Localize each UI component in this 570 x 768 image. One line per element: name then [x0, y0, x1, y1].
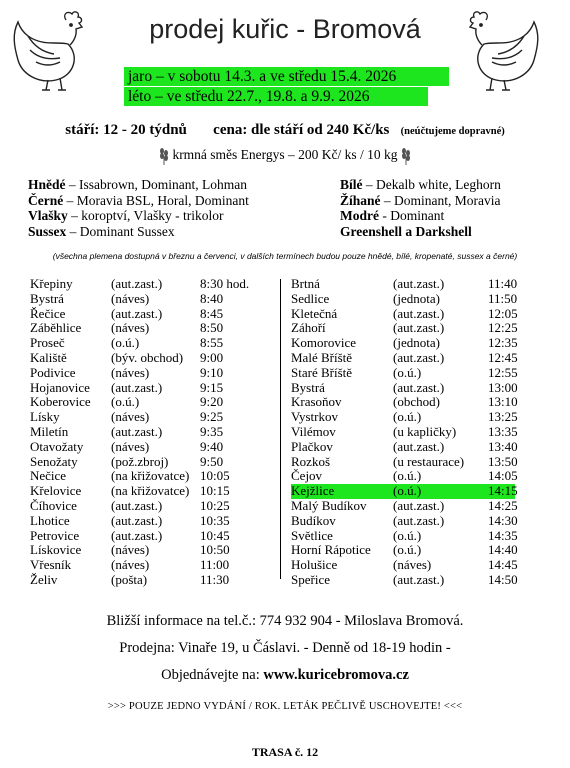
schedule-row	[30, 484, 275, 499]
stop-time: 12:25	[488, 320, 518, 336]
schedule-row	[30, 455, 275, 470]
schedule-row	[30, 336, 275, 351]
schedule-row	[30, 440, 275, 455]
schedule-row	[291, 277, 526, 292]
stop-location: (aut.zast.)	[393, 379, 445, 395]
stop-time: 9:15	[200, 379, 224, 395]
schedule-row	[291, 573, 526, 588]
breed-name: Bílé	[340, 177, 363, 192]
schedule-row	[30, 277, 275, 292]
stop-time: 9:20	[200, 394, 224, 410]
schedule-row	[30, 499, 275, 514]
stop-location: (aut.zast.)	[393, 320, 445, 336]
stop-place: Světlice	[291, 527, 333, 543]
order-info	[0, 667, 570, 684]
price-row	[0, 122, 570, 139]
schedule-row	[291, 455, 526, 470]
breed-list: – koroptví, Vlašky - trikolor	[67, 208, 224, 223]
breed-name: Modré	[340, 208, 379, 223]
schedule-row	[30, 558, 275, 573]
breed-name: Hnědé	[28, 177, 66, 192]
stop-place: Malé Bříště	[291, 349, 353, 365]
stop-location: (na křižovatce)	[111, 483, 190, 499]
schedule-row	[291, 558, 526, 573]
stop-place: Miletín	[30, 423, 69, 439]
breed-line	[340, 224, 501, 240]
wheat-icon	[401, 147, 411, 165]
stop-location: (aut.zast.)	[393, 276, 445, 291]
schedule-row	[30, 410, 275, 425]
breed-list: – Dekalb white, Leghorn	[362, 177, 501, 192]
stop-location: (u kapličky)	[393, 423, 457, 439]
breed-line	[340, 208, 501, 224]
schedule-row	[291, 410, 526, 425]
breed-line	[28, 224, 249, 240]
breed-name: Vlašky	[28, 208, 68, 223]
column-divider	[280, 279, 281, 579]
breed-line	[340, 177, 501, 193]
schedule-row	[291, 529, 526, 544]
stop-location: (aut.zast.)	[111, 423, 163, 439]
stop-location: (náves)	[111, 409, 150, 425]
schedule-row	[30, 381, 275, 396]
schedule-row	[291, 307, 526, 322]
stop-location: (býv. obchod)	[111, 349, 184, 365]
stop-place: Řečice	[30, 305, 66, 321]
stop-place: Čejov	[291, 468, 323, 484]
stop-location: (aut.zast.)	[111, 305, 163, 321]
stop-location: (u restaurace)	[393, 453, 465, 469]
stop-time: 13:00	[488, 379, 518, 395]
stop-location: (aut.zast.)	[111, 379, 163, 395]
stop-place: Vilémov	[291, 423, 336, 439]
stop-place: Plačkov	[291, 438, 333, 454]
stop-location: (o.ú.)	[393, 468, 422, 484]
stop-place: Senožaty	[30, 453, 78, 469]
schedule-row	[291, 351, 526, 366]
stop-place: Proseč	[30, 335, 65, 351]
stop-place: Hojanovice	[30, 379, 90, 395]
schedule-row	[291, 499, 526, 514]
stop-time: 14:05	[488, 468, 518, 484]
stop-place: Záhoří	[291, 320, 326, 336]
stop-place: Holušice	[291, 557, 338, 573]
stop-location: (na křižovatce)	[111, 468, 190, 484]
schedule-row	[30, 395, 275, 410]
stop-place: Krasoňov	[291, 394, 342, 410]
stop-time: 14:15	[488, 483, 518, 499]
stop-time: 12:35	[488, 335, 518, 351]
stop-location: (jednota)	[393, 290, 440, 306]
schedule-row	[291, 366, 526, 381]
stop-location: (o.ú.)	[393, 483, 422, 499]
stop-place: Vřesník	[30, 557, 72, 573]
stop-time: 8:30 hod.	[200, 276, 250, 291]
breed-line	[28, 177, 249, 193]
stop-location: (aut.zast.)	[393, 571, 445, 587]
stop-place: Záběhlice	[30, 320, 82, 336]
stop-time: 13:40	[488, 438, 518, 454]
stop-time: 10:45	[200, 527, 230, 543]
stop-place: Lískovice	[30, 542, 82, 558]
stop-place: Komorovice	[291, 335, 356, 351]
stop-location: (o.ú.)	[111, 335, 140, 351]
stop-place: Vystrkov	[291, 409, 338, 425]
schedule-row	[30, 529, 275, 544]
stop-time: 13:10	[488, 394, 518, 410]
stop-place: Podivice	[30, 364, 76, 380]
stop-location: (o.ú.)	[393, 542, 422, 558]
stop-place: Želiv	[30, 571, 58, 587]
route-number: TRASA č. 12	[251, 745, 319, 759]
breed-line	[28, 208, 249, 224]
schedule-row	[30, 514, 275, 529]
stop-place: Lhotice	[30, 512, 70, 528]
feed-text: krmná směs Energys – 200 Kč/ ks / 10 kg	[172, 147, 398, 163]
date-summer: léto – ve středu 22.7., 19.8. a 9.9. 2026	[124, 87, 428, 106]
feed-row	[0, 147, 570, 165]
stop-place: Staré Bříště	[291, 364, 353, 380]
stop-place: Křelovice	[30, 483, 82, 499]
stop-location: (aut.zast.)	[393, 512, 445, 528]
stop-place: Horní Rápotice	[291, 542, 371, 558]
stop-location: (aut.zast.)	[111, 497, 163, 513]
stop-time: 12:45	[488, 349, 518, 365]
schedule-row	[291, 514, 526, 529]
order-link[interactable]: www.kuricebromova.cz	[263, 667, 409, 683]
breeds-right	[340, 177, 501, 239]
stop-place: Otavožaty	[30, 438, 84, 454]
stop-place: Číhovice	[30, 497, 77, 513]
schedule-row	[291, 425, 526, 440]
stop-place: Rozkoš	[291, 453, 330, 469]
stop-location: (o.ú.)	[393, 527, 422, 543]
stop-time: 11:40	[488, 276, 518, 291]
schedule-row	[30, 543, 275, 558]
breed-list: – Moravia BSL, Horal, Dominant	[63, 192, 249, 208]
breed-availability-note: (všechna plemena dostupná v březnu a červenci, v dalších termínech budou pouze hnědé, bílé, kropenaté, sussex a černé)	[52, 251, 518, 261]
stop-time: 10:05	[200, 468, 230, 484]
stop-location: (náves)	[111, 438, 150, 454]
stop-place: Křepiny	[30, 276, 73, 291]
schedule-row	[291, 440, 526, 455]
stop-time: 10:35	[200, 512, 230, 528]
stop-location: (aut.zast.)	[393, 349, 445, 365]
stop-time: 9:50	[200, 453, 224, 469]
stop-place: Petrovice	[30, 527, 80, 543]
stop-time: 14:50	[488, 571, 518, 587]
breed-list: – Issabrown, Dominant, Lohman	[65, 177, 247, 192]
stop-time: 8:50	[200, 320, 224, 336]
stop-time: 9:40	[200, 438, 224, 454]
stop-location: (o.ú.)	[111, 394, 140, 410]
wheat-icon	[159, 147, 169, 165]
stop-location: (náves)	[111, 557, 150, 573]
stop-time: 14:25	[488, 497, 518, 513]
stop-time: 8:45	[200, 305, 224, 321]
stop-time: 14:30	[488, 512, 518, 528]
stop-location: (pošta)	[111, 571, 148, 587]
schedule-row	[30, 292, 275, 307]
schedule-row	[30, 321, 275, 336]
stop-location: (náves)	[393, 557, 432, 573]
stop-time: 11:00	[200, 557, 230, 573]
shop-info: Prodejna: Vinaře 19, u Čáslavi. - Denně od 18-19 hodin -	[119, 640, 451, 656]
stop-time: 9:35	[200, 423, 224, 439]
breed-name: Greenshell a Darkshell	[340, 223, 472, 239]
schedule-row	[291, 543, 526, 558]
schedule-row	[291, 336, 526, 351]
stop-location: (o.ú.)	[393, 409, 422, 425]
breed-name: Sussex	[28, 223, 67, 239]
stop-time: 14:35	[488, 527, 518, 543]
schedule-right	[291, 277, 526, 588]
stop-time: 11:50	[488, 290, 518, 306]
stop-location: (o.ú.)	[393, 364, 422, 380]
stop-location: (obchod)	[393, 394, 440, 410]
stop-location: (aut.zast.)	[393, 305, 445, 321]
stop-time: 9:00	[200, 349, 224, 365]
stop-place: Kejžlice	[291, 483, 335, 499]
stop-location: (náves)	[111, 364, 150, 380]
schedule-row	[30, 351, 275, 366]
stop-place: Budíkov	[291, 512, 336, 528]
stop-time: 9:25	[200, 409, 224, 425]
stop-place: Nečice	[30, 468, 67, 484]
schedule-row	[291, 321, 526, 336]
stop-time: 9:10	[200, 364, 224, 380]
schedule-row	[291, 484, 526, 499]
date-spring: jaro – v sobotu 14.3. a ve středu 15.4. 2026	[124, 67, 449, 86]
breed-list: – Dominant Sussex	[66, 223, 175, 239]
breed-name: Žíhané	[340, 192, 381, 208]
breeds-left	[28, 177, 249, 239]
schedule-row	[30, 425, 275, 440]
stop-time: 10:15	[200, 483, 230, 499]
stop-place: Lísky	[30, 409, 60, 425]
breed-name: Černé	[28, 192, 64, 208]
stop-time: 14:45	[488, 557, 518, 573]
stop-time: 10:50	[200, 542, 230, 558]
schedule-row	[291, 292, 526, 307]
stop-time: 14:40	[488, 542, 518, 558]
price-note: (neúčtujeme dopravné)	[400, 126, 505, 137]
stop-place: Brtná	[291, 276, 320, 291]
schedule-row	[291, 469, 526, 484]
schedule-row	[30, 573, 275, 588]
stop-time: 10:25	[200, 497, 230, 513]
stop-time: 13:25	[488, 409, 518, 425]
stop-location: (náves)	[111, 320, 150, 336]
stop-location: (aut.zast.)	[111, 276, 163, 291]
stop-place: Sedlice	[291, 290, 330, 306]
stop-location: (jednota)	[393, 335, 440, 351]
schedule-row	[30, 307, 275, 322]
schedule-row	[291, 381, 526, 396]
stop-place: Bystrá	[30, 290, 64, 306]
age-text: stáří: 12 - 20 týdnů	[65, 122, 187, 138]
contact-info: Bližší informace na tel.č.: 774 932 904 - Miloslava Bromová.	[106, 613, 464, 629]
stop-location: (náves)	[111, 542, 150, 558]
stop-location: (náves)	[111, 290, 150, 306]
stop-time: 12:05	[488, 305, 518, 321]
stop-place: Kletečná	[291, 305, 338, 321]
warning-text: >>> POUZE JEDNO VYDÁNÍ / ROK. LETÁK PEČLIVĚ USCHOVEJTE! <<<	[107, 701, 463, 712]
stop-time: 13:50	[488, 453, 518, 469]
stop-location: (aut.zast.)	[111, 512, 163, 528]
stop-time: 11:30	[200, 571, 230, 587]
stop-place: Malý Budíkov	[291, 497, 367, 513]
schedule-left	[30, 277, 275, 588]
stop-time: 8:55	[200, 335, 224, 351]
stop-time: 13:35	[488, 423, 518, 439]
schedule-row	[291, 395, 526, 410]
stop-place: Kaliště	[30, 349, 67, 365]
schedule-row	[30, 469, 275, 484]
stop-place: Bystrá	[291, 379, 325, 395]
order-label: Objednávejte na:	[161, 667, 264, 683]
stop-time: 8:40	[200, 290, 224, 306]
stop-location: (aut.zast.)	[393, 497, 445, 513]
stop-location: (aut.zast.)	[111, 527, 163, 543]
stop-location: (aut.zast.)	[393, 438, 445, 454]
schedule-row	[30, 366, 275, 381]
breed-line	[340, 193, 501, 209]
stop-location: (pož.zbroj)	[111, 453, 169, 469]
stop-time: 12:55	[488, 364, 518, 380]
price-text: cena: dle stáří od 240 Kč/ks	[213, 122, 390, 138]
breed-list: - Dominant	[378, 208, 445, 223]
page-title: prodej kuřic - Bromová	[149, 14, 421, 44]
stop-place: Speřice	[291, 571, 330, 587]
breed-line	[28, 193, 249, 209]
breed-list: – Dominant, Moravia	[380, 192, 501, 208]
stop-place: Koberovice	[30, 394, 91, 410]
